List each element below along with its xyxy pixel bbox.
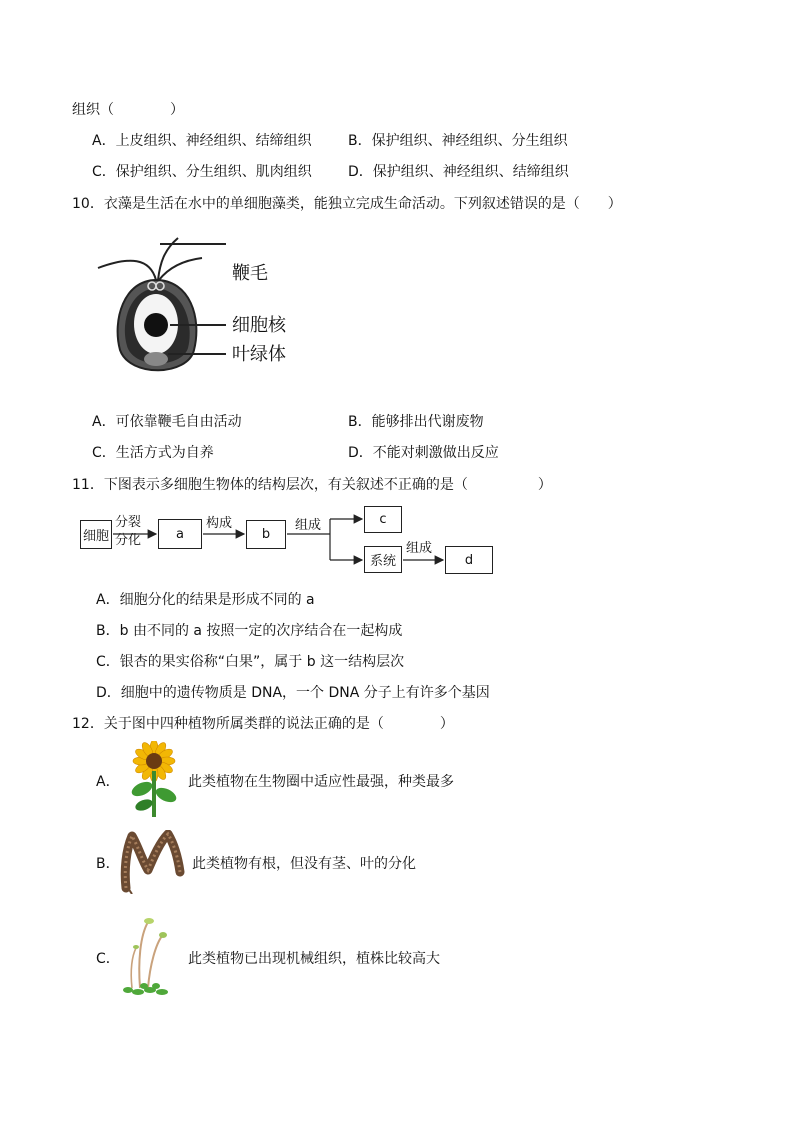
q12-option-b-letter[interactable]: B． bbox=[96, 856, 120, 872]
q12-option-c-letter[interactable]: C． bbox=[96, 951, 120, 967]
q12-stem: 12．关于图中四种植物所属类群的说法正确的是（ ） bbox=[72, 716, 454, 732]
option-letter: B． bbox=[348, 414, 372, 430]
label-composes-2: 组成 bbox=[406, 541, 433, 556]
sunflower-image bbox=[126, 741, 182, 819]
option-letter: C． bbox=[96, 654, 120, 670]
option-text: 上皮组织、神经组织、结缔组织 bbox=[115, 133, 312, 149]
box-b: b bbox=[246, 520, 286, 549]
option-letter: C． bbox=[92, 445, 116, 461]
q11-stem: 11．下图表示多细胞生物体的结构层次，有关叙述不正确的是（ ） bbox=[72, 477, 552, 493]
seaweed-image bbox=[118, 830, 186, 894]
option-letter: A． bbox=[92, 133, 116, 149]
q10-stem: 10．衣藻是生活在水中的单细胞藻类，能独立完成生命活动。下列叙述错误的是（ ） bbox=[72, 196, 622, 212]
label-divide: 分裂 bbox=[115, 515, 142, 530]
option-text: 银杏的果实俗称“白果”，属于 b 这一结构层次 bbox=[119, 654, 405, 670]
moss-image bbox=[118, 912, 178, 998]
q11-option-c[interactable] bbox=[96, 653, 404, 671]
q12-option-c-text: 此类植物已出现机械组织，植株比较高大 bbox=[188, 951, 440, 967]
box-c: c bbox=[364, 506, 402, 533]
option-letter: A． bbox=[92, 414, 116, 430]
option-text: 保护组织、神经组织、分生组织 bbox=[371, 133, 568, 149]
box-a: a bbox=[158, 519, 202, 549]
label-flagellum: 鞭毛 bbox=[232, 263, 268, 284]
option-text: 细胞中的遗传物质是 DNA，一个 DNA 分子上有许多个基因 bbox=[120, 685, 490, 701]
option-letter: D． bbox=[96, 685, 121, 701]
option-text: 能够排出代谢废物 bbox=[371, 414, 484, 430]
q11-option-b[interactable] bbox=[96, 622, 402, 640]
option-text: 可依靠鞭毛自由活动 bbox=[115, 414, 242, 430]
label-constitutes: 构成 bbox=[206, 516, 233, 531]
box-cell: 细胞 bbox=[80, 520, 112, 549]
label-nucleus: 细胞核 bbox=[232, 315, 286, 336]
label-chloroplast: 叶绿体 bbox=[232, 344, 286, 365]
option-text: 生活方式为自养 bbox=[115, 445, 214, 461]
option-letter: D． bbox=[348, 164, 373, 180]
q12-option-b-text: 此类植物有根，但没有茎、叶的分化 bbox=[192, 856, 416, 872]
option-text: 细胞分化的结果是形成不同的 a bbox=[119, 592, 315, 608]
option-letter: C． bbox=[92, 164, 116, 180]
option-letter: D． bbox=[348, 445, 373, 461]
label-composes-1: 组成 bbox=[295, 518, 322, 533]
option-text: 保护组织、分生组织、肌肉组织 bbox=[115, 164, 312, 180]
label-differentiate: 分化 bbox=[115, 533, 142, 548]
option-letter: B． bbox=[96, 623, 120, 639]
option-letter: A． bbox=[96, 592, 120, 608]
box-system: 系统 bbox=[364, 546, 402, 573]
q11-option-a[interactable] bbox=[96, 591, 315, 609]
q12-option-a-letter[interactable]: A． bbox=[96, 774, 120, 790]
option-text: 保护组织、神经组织、结缔组织 bbox=[372, 164, 569, 180]
option-text: b 由不同的 a 按照一定的次序结合在一起构成 bbox=[119, 623, 403, 639]
option-letter: B． bbox=[348, 133, 372, 149]
option-text: 不能对刺激做出反应 bbox=[372, 445, 499, 461]
q9-stem-tail: 组织（ ） bbox=[72, 102, 184, 118]
q11-option-d[interactable] bbox=[96, 684, 490, 702]
q12-option-a-text: 此类植物在生物圈中适应性最强，种类最多 bbox=[188, 774, 454, 790]
box-d: d bbox=[445, 546, 493, 574]
